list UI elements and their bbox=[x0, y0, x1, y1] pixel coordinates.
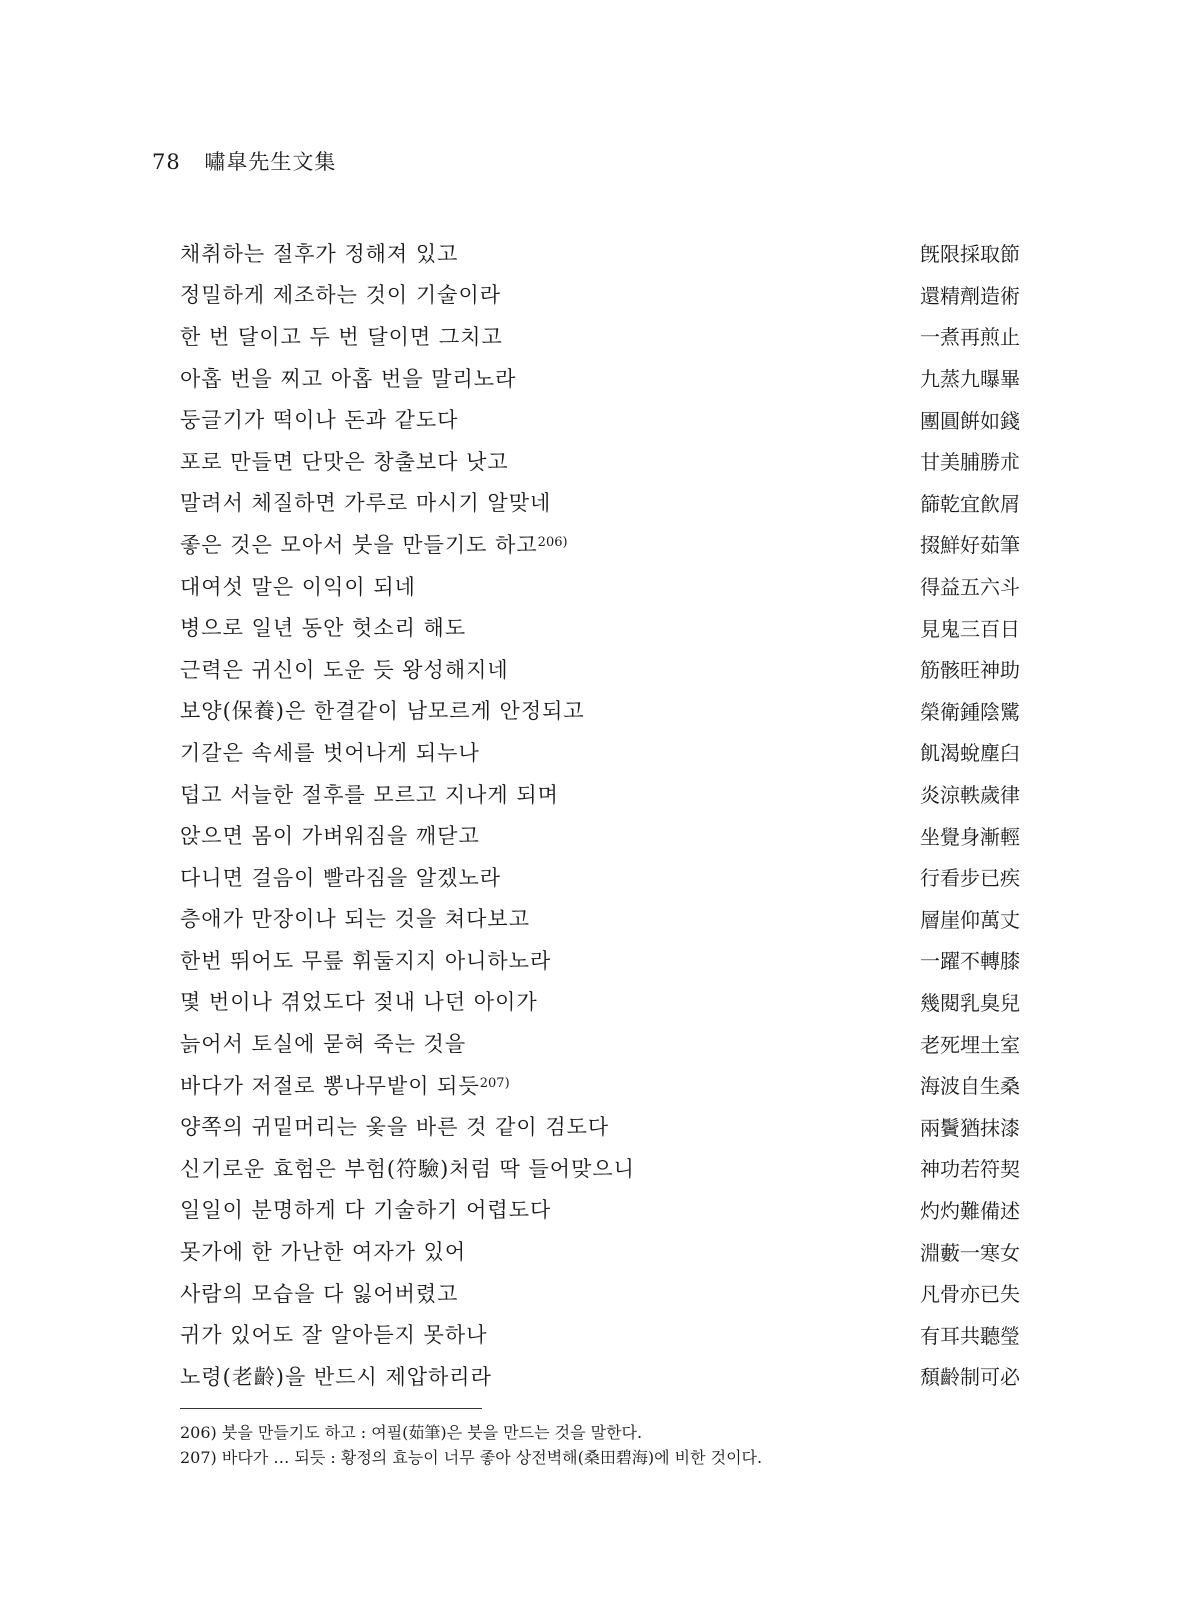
classical-chinese-original: 凡骨亦已失 bbox=[920, 1282, 1020, 1307]
korean-translation bbox=[180, 737, 480, 767]
book-title: 嘯皐先生文集 bbox=[204, 150, 337, 174]
poem-line bbox=[180, 898, 1020, 940]
korean-text: 정밀하게 제조하는 것이 기술이라 bbox=[180, 283, 502, 308]
korean-translation bbox=[180, 654, 509, 684]
classical-chinese-original: 飢渴蛻塵臼 bbox=[920, 741, 1020, 766]
korean-text: 층애가 만장이나 되는 것을 쳐다보고 bbox=[180, 907, 530, 932]
poem-line bbox=[180, 1147, 1020, 1189]
classical-chinese-original: 行看步已疾 bbox=[920, 866, 1020, 891]
poem-line bbox=[180, 357, 1020, 399]
korean-translation bbox=[180, 321, 503, 351]
korean-translation bbox=[180, 612, 466, 642]
poem-line bbox=[180, 731, 1020, 773]
poem-line bbox=[180, 606, 1020, 648]
classical-chinese-original: 兩鬢猶抹漆 bbox=[920, 1115, 1020, 1140]
korean-translation bbox=[180, 1070, 510, 1100]
page-header bbox=[152, 146, 336, 176]
korean-translation bbox=[180, 1278, 458, 1308]
korean-translation bbox=[180, 571, 416, 601]
classical-chinese-original: 筋骸旺神助 bbox=[920, 658, 1020, 683]
poem-line bbox=[180, 1064, 1020, 1106]
korean-text: 다니면 걸음이 빨라짐을 알겠노라 bbox=[180, 865, 502, 890]
korean-text: 사람의 모습을 다 잃어버렸고 bbox=[180, 1281, 459, 1306]
korean-translation bbox=[180, 903, 530, 933]
classical-chinese-original: 老死埋土室 bbox=[920, 1032, 1020, 1057]
poem-line bbox=[180, 1313, 1020, 1355]
classical-chinese-original: 團圓餠如錢 bbox=[920, 408, 1020, 433]
korean-text: 기갈은 속세를 벗어나게 되누나 bbox=[180, 740, 480, 765]
classical-chinese-original: 頹齡制可必 bbox=[920, 1365, 1020, 1390]
korean-translation bbox=[180, 1236, 466, 1266]
poem-line bbox=[180, 1272, 1020, 1314]
korean-text: 귀가 있어도 잘 알아듣지 못하나 bbox=[180, 1323, 488, 1348]
korean-translation bbox=[180, 1111, 609, 1141]
poem-line bbox=[180, 1022, 1020, 1064]
classical-chinese-original: 神功若符契 bbox=[920, 1157, 1020, 1182]
korean-translation bbox=[180, 404, 458, 434]
footnote-206: 206) 붓을 만들기도 하고 : 여필(茹筆)은 붓을 만드는 것을 말한다. bbox=[180, 1423, 643, 1442]
classical-chinese-original: 榮衛鍾陰騭 bbox=[920, 699, 1020, 724]
poem-line bbox=[180, 274, 1020, 316]
classical-chinese-original: 炎涼軼歲律 bbox=[920, 783, 1020, 808]
classical-chinese-original: 篩乾宜飮屑 bbox=[920, 491, 1020, 516]
korean-translation bbox=[180, 1153, 635, 1183]
korean-translation bbox=[180, 446, 509, 476]
korean-translation bbox=[180, 695, 585, 725]
korean-translation bbox=[180, 529, 568, 559]
classical-chinese-original: 坐覺身漸輕 bbox=[920, 824, 1020, 849]
footnote-divider bbox=[180, 1408, 482, 1409]
poem-line bbox=[180, 648, 1020, 690]
korean-translation bbox=[180, 820, 480, 850]
poem-line bbox=[180, 690, 1020, 732]
poem-line bbox=[180, 773, 1020, 815]
korean-translation bbox=[180, 986, 538, 1016]
classical-chinese-original: 海波自生桑 bbox=[920, 1074, 1020, 1099]
korean-translation bbox=[180, 279, 501, 309]
poem-line bbox=[180, 1230, 1020, 1272]
korean-text: 바다가 저절로 뽕나무밭이 되듯 bbox=[180, 1073, 480, 1098]
korean-translation bbox=[180, 779, 559, 809]
poem-line bbox=[180, 814, 1020, 856]
poem-line bbox=[180, 315, 1020, 357]
korean-text: 한 번 달이고 두 번 달이면 그치고 bbox=[180, 324, 503, 349]
korean-text: 보양(保養)은 한결같이 남모르게 안정되고 bbox=[180, 699, 585, 724]
korean-text: 둥글기가 떡이나 돈과 같도다 bbox=[180, 408, 459, 433]
korean-text: 늙어서 토실에 묻혀 죽는 것을 bbox=[180, 1032, 467, 1057]
korean-translation bbox=[180, 862, 501, 892]
footnotes bbox=[180, 1420, 762, 1470]
korean-text: 앉으면 몸이 가벼워짐을 깨닫고 bbox=[180, 824, 480, 849]
poem-line bbox=[180, 939, 1020, 981]
korean-text: 포로 만들면 단맛은 창출보다 낫고 bbox=[180, 449, 509, 474]
poem-line bbox=[180, 232, 1020, 274]
korean-text: 신기로운 효험은 부험(符驗)처럼 딱 들어맞으니 bbox=[180, 1156, 635, 1181]
korean-translation bbox=[180, 1028, 466, 1058]
poem-line bbox=[180, 1105, 1020, 1147]
classical-chinese-original: 一煮再煎止 bbox=[920, 325, 1020, 350]
page-number: 78 bbox=[152, 150, 181, 174]
poem-line bbox=[180, 523, 1020, 565]
korean-translation bbox=[180, 1361, 492, 1391]
poem-body bbox=[180, 232, 1020, 1397]
poem-line bbox=[180, 440, 1020, 482]
classical-chinese-original: 得益五六斗 bbox=[920, 575, 1020, 600]
classical-chinese-original: 九蒸九曝畢 bbox=[920, 367, 1020, 392]
korean-text: 대여섯 말은 이익이 되네 bbox=[180, 574, 416, 599]
classical-chinese-original: 甘美脯勝朮 bbox=[920, 450, 1020, 475]
poem-line bbox=[180, 482, 1020, 524]
korean-text: 병으로 일년 동안 헛소리 해도 bbox=[180, 616, 467, 641]
korean-text: 아홉 번을 찌고 아홉 번을 말리노라 bbox=[180, 366, 517, 391]
classical-chinese-original: 灼灼難備述 bbox=[920, 1198, 1020, 1223]
korean-translation bbox=[180, 238, 458, 268]
korean-translation bbox=[180, 1319, 487, 1349]
footnote-marker: 207) bbox=[479, 1075, 510, 1091]
korean-text: 좋은 것은 모아서 붓을 만들기도 하고 bbox=[180, 532, 538, 557]
classical-chinese-original: 有耳共聽瑩 bbox=[920, 1323, 1020, 1348]
classical-chinese-original: 旣限採取節 bbox=[920, 242, 1020, 267]
korean-translation bbox=[180, 363, 516, 393]
korean-translation bbox=[180, 487, 551, 517]
footnote-marker: 206) bbox=[537, 534, 568, 550]
classical-chinese-original: 一躍不轉膝 bbox=[920, 949, 1020, 974]
korean-text: 덥고 서늘한 절후를 모르고 지나게 되며 bbox=[180, 782, 559, 807]
classical-chinese-original: 淵藪一寒女 bbox=[920, 1240, 1020, 1265]
korean-text: 노령(老齡)을 반드시 제압하리라 bbox=[180, 1364, 492, 1389]
korean-text: 한번 뛰어도 무릎 휘둘지지 아니하노라 bbox=[180, 948, 552, 973]
classical-chinese-original: 見鬼三百日 bbox=[920, 616, 1020, 641]
korean-text: 일일이 분명하게 다 기술하기 어렵도다 bbox=[180, 1198, 552, 1223]
classical-chinese-original: 幾閱乳臭兒 bbox=[920, 990, 1020, 1015]
korean-translation bbox=[180, 1194, 551, 1224]
poem-line bbox=[180, 1355, 1020, 1397]
korean-text: 근력은 귀신이 도운 듯 왕성해지네 bbox=[180, 657, 509, 682]
korean-translation bbox=[180, 945, 551, 975]
classical-chinese-original: 層崖仰萬丈 bbox=[920, 907, 1020, 932]
poem-line bbox=[180, 1189, 1020, 1231]
korean-text: 말려서 체질하면 가루로 마시기 알맞네 bbox=[180, 491, 552, 516]
korean-text: 양쪽의 귀밑머리는 옻을 바른 것 같이 검도다 bbox=[180, 1115, 610, 1140]
poem-line bbox=[180, 398, 1020, 440]
footnote-207: 207) 바다가 … 되듯 : 황정의 효능이 너무 좋아 상전벽해(桑田碧海)에 비한 것이다. bbox=[180, 1448, 763, 1467]
classical-chinese-original: 掇鮮好茹筆 bbox=[920, 533, 1020, 558]
poem-line bbox=[180, 856, 1020, 898]
classical-chinese-original: 還精劑造術 bbox=[920, 283, 1020, 308]
korean-text: 채취하는 절후가 정해져 있고 bbox=[180, 241, 459, 266]
korean-text: 못가에 한 가난한 여자가 있어 bbox=[180, 1240, 467, 1265]
poem-line bbox=[180, 981, 1020, 1023]
korean-text: 몇 번이나 겪었도다 젖내 나던 아이가 bbox=[180, 990, 538, 1015]
poem-line bbox=[180, 565, 1020, 607]
